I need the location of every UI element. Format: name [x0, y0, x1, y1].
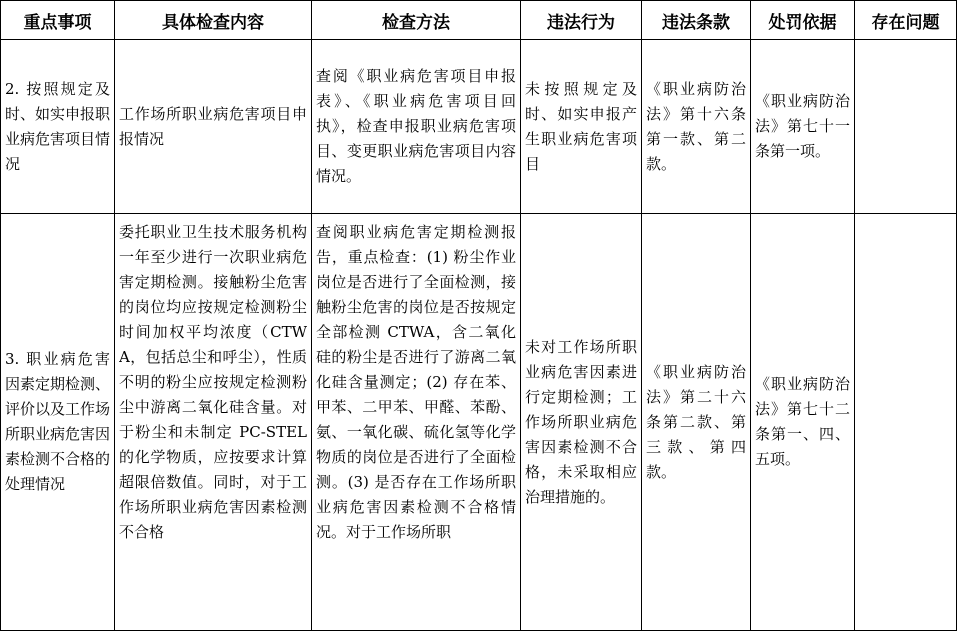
method-cell — [312, 214, 521, 631]
key-item-cell — [1, 40, 115, 214]
table-row — [1, 214, 957, 631]
header-violation: 违法行为 — [521, 1, 642, 40]
basis-cell — [751, 40, 855, 214]
method-text: 查阅《职业病危害项目申报表》、《职业病危害项目回执》，检查申报职业病危害项目、变更职业病危害项目内容情况。 — [316, 67, 516, 185]
key-item-text: 2. 按照规定及时、如实申报职业病危害项目情况 — [5, 79, 111, 173]
problem-cell — [855, 40, 957, 214]
clause-cell — [642, 214, 751, 631]
header-clause: 违法条款 — [642, 1, 751, 40]
violation-text: 未按照规定及时、如实申报产生职业病危害项目 — [525, 79, 637, 173]
violation-text: 未对工作场所职业病危害因素进行定期检测；工作场所职业病危害因素检测不合格，未采取相应治理措施的。 — [525, 337, 637, 506]
key-item-cell — [1, 214, 115, 631]
clause-text: 《职业病防治法》第二十六条第二款、第三款、第四款。 — [646, 362, 746, 481]
header-basis: 处罚依据 — [751, 1, 855, 40]
violation-cell — [521, 214, 642, 631]
basis-cell — [751, 214, 855, 631]
content-cell — [115, 214, 312, 631]
basis-text: 《职业病防治法》第七十二条第一、四、五项。 — [755, 375, 850, 468]
method-text: 查阅职业病危害定期检测报告，重点检查：(1) 粉尘作业岗位是否进行了全面检测，接触粉尘危害的岗位是否按规定全部检测 CTWA，含二氧化硅的粉尘是否进行了游离二氧化硅含量测定；(2) 存在苯、甲苯、二甲苯、甲醛、苯酚、氨、一氧化碳、硫化氢等化学物质的岗位是否进行了全面检测。(3) 是否存在工作场所职业病危害因素检测不合格情况。对于工作场所职 — [316, 223, 516, 541]
problem-cell — [855, 214, 957, 631]
clause-text: 《职业病防治法》第十六条第一款、第二款。 — [646, 79, 746, 173]
key-item-text: 3. 职业病危害因素定期检测、评价以及工作场所职业病危害因素检测不合格的处理情况 — [5, 350, 111, 493]
header-key-item: 重点事项 — [1, 1, 115, 40]
header-content: 具体检查内容 — [115, 1, 312, 40]
basis-text: 《职业病防治法》第七十一条第一项。 — [755, 92, 850, 160]
content-cell — [115, 40, 312, 214]
violation-cell — [521, 40, 642, 214]
content-text: 工作场所职业病危害项目申报情况 — [119, 104, 307, 148]
header-row — [1, 1, 957, 40]
header-method: 检查方法 — [312, 1, 521, 40]
table-row — [1, 40, 957, 214]
header-problem: 存在问题 — [855, 1, 957, 40]
clause-cell — [642, 40, 751, 214]
method-cell — [312, 40, 521, 214]
content-text: 委托职业卫生技术服务机构一年至少进行一次职业病危害定期检测。接触粉尘危害的岗位均应按规定检测粉尘时间加权平均浓度（CTWA，包括总尘和呼尘），性质不明的粉尘应按规定检测粉尘中游离二氧化硅含量。对于粉尘和未制定 PC-STEL 的化学物质，应按要求计算超限倍数值。同时，对于工作场所职业病危害因素检测不合格 — [119, 223, 307, 541]
